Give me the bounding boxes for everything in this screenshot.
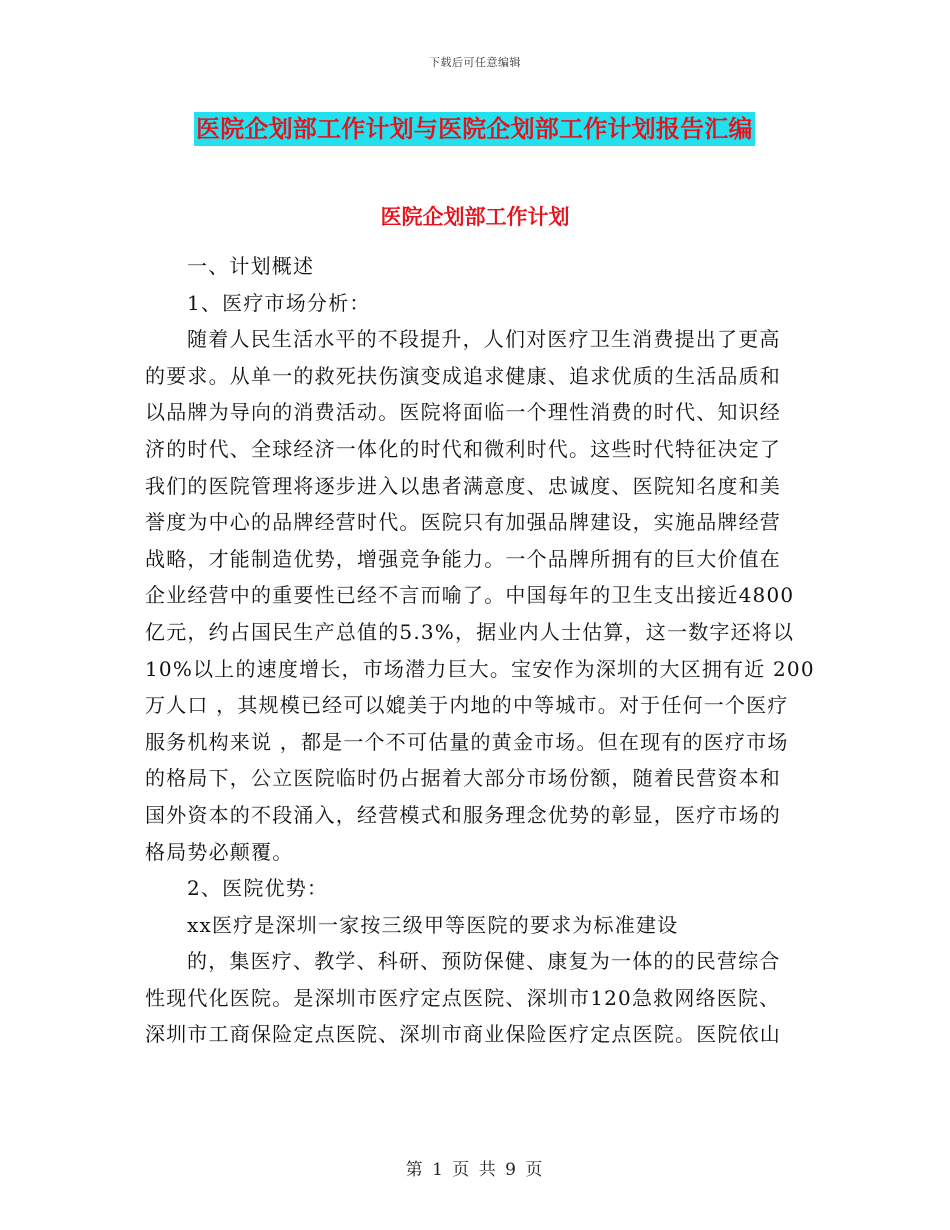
body-line: 济的时代、全球经济一体化的时代和微利时代。这些时代特征决定了 [145, 436, 781, 461]
body-line: 的格局下，公立医院临时仍占据着大部分市场份额，随着民营资本和 [145, 766, 781, 791]
body-line: 的，集医疗、教学、科研、预防保健、康复为一体的的民营综合 [187, 949, 781, 974]
body-line: 性现代化医院。是深圳市医疗定点医院、深圳市120急救网络医院、 [145, 985, 781, 1010]
body-line: 以品牌为导向的消费活动。医院将面临一个理性消费的时代、知识经 [145, 400, 781, 425]
body-line: 1、医疗市场分析： [187, 290, 371, 315]
body-line: 格局势必颠覆。 [145, 839, 294, 864]
body-line: 2、医院优势： [187, 876, 329, 901]
page-footer: 第 1 页 共 9 页 [405, 1160, 545, 1180]
body-line: 战略，才能制造优势，增强竞争能力。一个品牌所拥有的巨大价值在 [145, 546, 781, 571]
body-line: 深圳市工商保险定点医院、深圳市商业保险医疗定点医院。医院依山 [145, 1022, 781, 1047]
body-line: 服务机构来说 ，都是一个不可估量的黄金市场。但在现有的医疗市场 [145, 729, 789, 754]
body-line: 企业经营中的重要性已经不言而喻了。中国每年的卫生支出接近4800 [145, 583, 795, 608]
body-line: 亿元，约占国民生产总值的5.3%，据业内人士估算，这一数字还将以 [145, 619, 795, 644]
body-line: 我们的医院管理将逐步进入以患者满意度、忠诚度、医院知名度和美 [145, 473, 781, 498]
document-body [145, 248, 815, 1053]
body-line: 国外资本的不段涌入，经营模式和服务理念优势的彰显，医疗市场的 [145, 802, 781, 827]
body-line: 万人口 ，其规模已经可以媲美于内地的中等城市。对于任何一个医疗 [145, 693, 789, 718]
body-line: 的要求。从单一的救死扶伤演变成追求健康、追求优质的生活品质和 [145, 363, 781, 388]
document-title: 医院企划部工作计划与医院企划部工作计划报告汇编 [194, 112, 755, 146]
body-line: 10%以上的速度增长，市场潜力巨大。宝安作为深圳的大区拥有近 200 [145, 656, 815, 681]
body-line: 誉度为中心的品牌经营时代。医院只有加强品牌建设，实施品牌经营 [145, 510, 781, 535]
body-line: xx医疗是深圳一家按三级甲等医院的要求为标准建设 [187, 912, 679, 937]
body-line: 一、计划概述 [187, 254, 315, 278]
section-title: 医院企划部工作计划 [380, 205, 570, 229]
header-note: 下载后可任意编辑 [429, 56, 521, 69]
body-line: 随着人民生活水平的不段提升，人们对医疗卫生消费提出了更高 [187, 327, 781, 352]
